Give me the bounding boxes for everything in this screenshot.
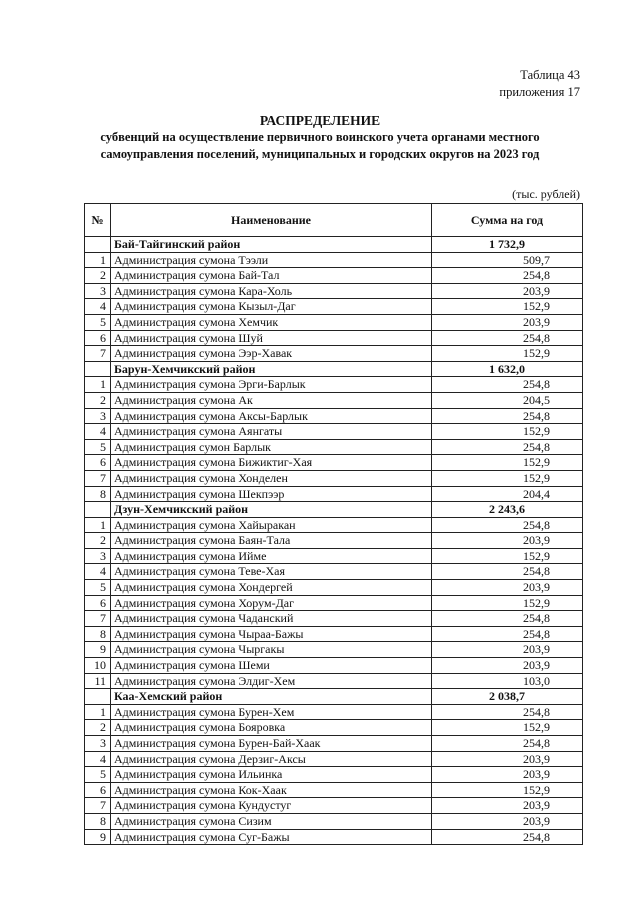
- row-sum: 254,8: [432, 377, 583, 393]
- table-row: [85, 720, 583, 736]
- row-number: 4: [85, 424, 111, 440]
- table-row: [85, 439, 583, 455]
- row-number: 1: [85, 252, 111, 268]
- row-name: Администрация сумона Аксы-Барлык: [111, 408, 432, 424]
- table-row: [85, 595, 583, 611]
- row-sum: 152,9: [432, 346, 583, 362]
- row-name: Администрация сумона Шекпээр: [111, 486, 432, 502]
- table-row: [85, 564, 583, 580]
- district-total: 2 243,6: [432, 502, 583, 518]
- row-sum: 509,7: [432, 252, 583, 268]
- row-number: 8: [85, 813, 111, 829]
- row-name: Администрация сумона Ээр-Хавак: [111, 346, 432, 362]
- row-number: 4: [85, 564, 111, 580]
- row-sum: 203,9: [432, 642, 583, 658]
- row-name: Администрация сумона Сизим: [111, 813, 432, 829]
- row-sum: 152,9: [432, 455, 583, 471]
- row-number: 8: [85, 626, 111, 642]
- table-row: [85, 392, 583, 408]
- row-name: Администрация сумона Элдиг-Хем: [111, 673, 432, 689]
- table-row: [85, 377, 583, 393]
- table-row: [85, 517, 583, 533]
- row-name: Администрация сумона Хемчик: [111, 314, 432, 330]
- row-name: Администрация сумона Кызыл-Даг: [111, 299, 432, 315]
- district-row: [85, 237, 583, 253]
- row-name: Администрация сумона Кара-Холь: [111, 283, 432, 299]
- row-name: Администрация сумона Тээли: [111, 252, 432, 268]
- table-row: [85, 408, 583, 424]
- appendix-reference: приложения 17: [499, 85, 580, 99]
- subsidy-table: [84, 203, 583, 845]
- table-row: [85, 736, 583, 752]
- row-name: Администрация сумона Бояровка: [111, 720, 432, 736]
- row-sum: 203,9: [432, 813, 583, 829]
- row-number: 3: [85, 408, 111, 424]
- table-row: [85, 314, 583, 330]
- table-row: [85, 470, 583, 486]
- row-sum: 103,0: [432, 673, 583, 689]
- district-row: [85, 689, 583, 705]
- row-number: 1: [85, 377, 111, 393]
- row-name: Администрация сумона Ийме: [111, 548, 432, 564]
- table-row: [85, 580, 583, 596]
- table-row: [85, 455, 583, 471]
- column-header-number: №: [85, 204, 111, 237]
- row-sum: 254,8: [432, 611, 583, 627]
- district-name: Каа-Хемский район: [111, 689, 432, 705]
- district-number-cell: [85, 502, 111, 518]
- row-number: 6: [85, 782, 111, 798]
- row-name: Администрация сумона Кок-Хаак: [111, 782, 432, 798]
- table-row: [85, 751, 583, 767]
- row-number: 5: [85, 439, 111, 455]
- row-name: Администрация сумона Хондергей: [111, 580, 432, 596]
- district-name: Бай-Тайгинский район: [111, 237, 432, 253]
- row-sum: 204,4: [432, 486, 583, 502]
- row-sum: 254,8: [432, 736, 583, 752]
- table-row: [85, 346, 583, 362]
- table-row: [85, 548, 583, 564]
- row-name: Администрация сумона Хорум-Даг: [111, 595, 432, 611]
- row-number: 7: [85, 470, 111, 486]
- table-row: [85, 611, 583, 627]
- table-row: [85, 704, 583, 720]
- row-name: Администрация сумона Ильинка: [111, 767, 432, 783]
- row-sum: 152,9: [432, 595, 583, 611]
- table-row: [85, 533, 583, 549]
- table-row: [85, 829, 583, 845]
- table-number: Таблица 43: [520, 68, 580, 82]
- district-name: Барун-Хемчикский район: [111, 361, 432, 377]
- subtitle-line: самоуправления поселений, муниципальных и городских округов на 2023 год: [100, 147, 540, 161]
- row-number: 7: [85, 346, 111, 362]
- district-total: 1 732,9: [432, 237, 583, 253]
- table-row: [85, 658, 583, 674]
- row-number: 11: [85, 673, 111, 689]
- row-name: Администрация сумона Теве-Хая: [111, 564, 432, 580]
- row-number: 5: [85, 314, 111, 330]
- row-sum: 152,9: [432, 424, 583, 440]
- row-sum: 203,9: [432, 283, 583, 299]
- row-sum: 204,5: [432, 392, 583, 408]
- row-sum: 203,9: [432, 767, 583, 783]
- row-number: 2: [85, 720, 111, 736]
- table-row: [85, 673, 583, 689]
- row-number: 6: [85, 595, 111, 611]
- row-name: Администрация сумона Чыраа-Бажы: [111, 626, 432, 642]
- district-name: Дзун-Хемчикский район: [111, 502, 432, 518]
- table-row: [85, 268, 583, 284]
- column-header-sum: Сумма на год: [432, 204, 583, 237]
- row-number: 4: [85, 299, 111, 315]
- row-sum: 203,9: [432, 658, 583, 674]
- subtitle-line: субвенций на осуществление первичного воинского учета органами местного: [100, 130, 540, 144]
- column-header-name: Наименование: [111, 204, 432, 237]
- row-number: 8: [85, 486, 111, 502]
- table-row: [85, 782, 583, 798]
- row-name: Администрация сумона Бурен-Бай-Хаак: [111, 736, 432, 752]
- row-name: Администрация сумона Дерзиг-Аксы: [111, 751, 432, 767]
- row-name: Администрация сумона Эрги-Барлык: [111, 377, 432, 393]
- row-number: 1: [85, 704, 111, 720]
- row-sum: 203,9: [432, 314, 583, 330]
- row-sum: 254,8: [432, 517, 583, 533]
- row-number: 6: [85, 330, 111, 346]
- row-name: Администрация сумона Ак: [111, 392, 432, 408]
- table-row: [85, 424, 583, 440]
- row-number: 3: [85, 548, 111, 564]
- row-number: 5: [85, 580, 111, 596]
- row-sum: 254,8: [432, 564, 583, 580]
- row-number: 3: [85, 283, 111, 299]
- table-row: [85, 813, 583, 829]
- row-name: Администрация сумона Чыргакы: [111, 642, 432, 658]
- row-name: Администрация сумона Баян-Тала: [111, 533, 432, 549]
- row-number: 2: [85, 268, 111, 284]
- row-number: 6: [85, 455, 111, 471]
- row-sum: 152,9: [432, 470, 583, 486]
- row-name: Администрация сумона Шеми: [111, 658, 432, 674]
- row-number: 9: [85, 829, 111, 845]
- row-number: 1: [85, 517, 111, 533]
- table-header-row: [85, 204, 583, 237]
- district-row: [85, 361, 583, 377]
- row-sum: 203,9: [432, 580, 583, 596]
- district-total: 2 038,7: [432, 689, 583, 705]
- row-name: Администрация сумона Чаданский: [111, 611, 432, 627]
- district-number-cell: [85, 689, 111, 705]
- row-number: 2: [85, 392, 111, 408]
- row-number: 7: [85, 611, 111, 627]
- units-note: (тыс. рублей): [512, 187, 580, 201]
- row-number: 2: [85, 533, 111, 549]
- table-row: [85, 486, 583, 502]
- district-number-cell: [85, 361, 111, 377]
- document-subtitle: [20, 129, 620, 163]
- row-sum: 152,9: [432, 548, 583, 564]
- table-row: [85, 626, 583, 642]
- row-name: Администрация сумона Хонделен: [111, 470, 432, 486]
- row-name: Администрация сумона Бурен-Хем: [111, 704, 432, 720]
- row-sum: 152,9: [432, 299, 583, 315]
- row-sum: 254,8: [432, 408, 583, 424]
- row-name: Администрация сумона Кундустуг: [111, 798, 432, 814]
- district-number-cell: [85, 237, 111, 253]
- row-sum: 254,8: [432, 330, 583, 346]
- row-name: Администрация сумона Бижиктиг-Хая: [111, 455, 432, 471]
- table-row: [85, 330, 583, 346]
- row-sum: 203,9: [432, 533, 583, 549]
- table-row: [85, 642, 583, 658]
- row-sum: 203,9: [432, 751, 583, 767]
- row-sum: 254,8: [432, 439, 583, 455]
- row-name: Администрация сумона Шуй: [111, 330, 432, 346]
- row-number: 3: [85, 736, 111, 752]
- district-total: 1 632,0: [432, 361, 583, 377]
- table-row: [85, 299, 583, 315]
- row-sum: 254,8: [432, 626, 583, 642]
- row-number: 7: [85, 798, 111, 814]
- table-row: [85, 283, 583, 299]
- row-number: 10: [85, 658, 111, 674]
- row-sum: 152,9: [432, 720, 583, 736]
- row-number: 9: [85, 642, 111, 658]
- table-body: [85, 237, 583, 845]
- row-sum: 254,8: [432, 829, 583, 845]
- table-row: [85, 252, 583, 268]
- row-number: 4: [85, 751, 111, 767]
- row-name: Администрация сумона Аянгаты: [111, 424, 432, 440]
- row-sum: 254,8: [432, 268, 583, 284]
- row-name: Администрация сумона Суг-Бажы: [111, 829, 432, 845]
- row-number: 5: [85, 767, 111, 783]
- row-sum: 152,9: [432, 782, 583, 798]
- row-sum: 203,9: [432, 798, 583, 814]
- document-title: РАСПРЕДЕЛЕНИЕ: [259, 113, 381, 128]
- row-name: Администрация сумона Бай-Тал: [111, 268, 432, 284]
- row-name: Администрация сумона Хайыракан: [111, 517, 432, 533]
- table-row: [85, 767, 583, 783]
- district-row: [85, 502, 583, 518]
- row-name: Администрация сумон Барлык: [111, 439, 432, 455]
- row-sum: 254,8: [432, 704, 583, 720]
- table-row: [85, 798, 583, 814]
